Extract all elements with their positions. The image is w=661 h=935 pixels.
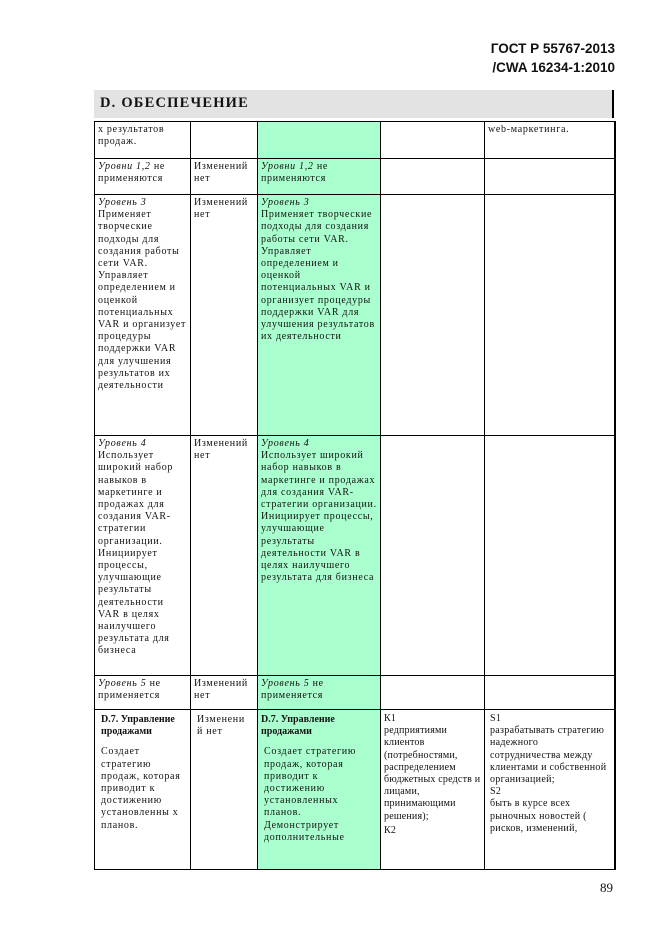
cell-text-content: web-маркетинга. <box>488 124 570 135</box>
cell-empty <box>485 195 615 436</box>
level-description: Использует широкий набор навыков в маркетинге и продажах для создания VAR-стратегии организации. Инициирует процессы, улучшающие результаты деятельности VAR в целях наилучшего результата для бизнеса <box>98 450 174 657</box>
page-number: 89 <box>600 880 613 895</box>
knowledge-code: К2 <box>384 824 397 836</box>
skill-code: S1 <box>490 713 502 724</box>
competence-description: Создает стратегию продаж, которая приводит к достижению установленных планов. Демонстрирует дополнительные <box>264 746 357 843</box>
competence-table <box>94 121 616 870</box>
table-row <box>95 195 615 436</box>
level-label: Уровни 1,2 <box>261 161 314 172</box>
level-description: Применяет творческие подходы для создания работы сети VAR. Управляет определением и оценкой потенциальных VAR и организует процедуры поддержки VAR для улучшения результатов их деятельности <box>261 209 375 343</box>
cell-text <box>485 122 615 159</box>
level-rest: не применяются <box>98 161 166 185</box>
cell-changes <box>191 710 258 870</box>
table-row <box>95 676 615 710</box>
competence-title: D.7. Управление продажами <box>101 714 175 738</box>
skill-text: разрабатывать стратегию надежного сотрудничества между клиентами и собственной организацией; <box>490 725 607 786</box>
cell-level-text-green <box>258 159 381 195</box>
section-title: D. ОБЕСПЕЧЕНИЕ <box>100 95 250 111</box>
table-row <box>95 122 615 159</box>
cell-empty <box>485 159 615 195</box>
skill-code: S2 <box>490 786 502 798</box>
level-description: Применяет творческие подходы для создания работы сети VAR. Управляет определением и оценкой потенциальных VAR и организует процедуры поддержки VAR для улучшения результатов их деятельности <box>98 209 187 392</box>
standard-number: ГОСТ Р 55767-2013 <box>490 41 615 56</box>
level-label: Уровень 4 <box>98 438 147 449</box>
cell-level-text-green <box>258 195 381 436</box>
changes-text: Изменений нет <box>194 678 248 702</box>
competence-title: D.7. Управление продажами <box>261 714 335 738</box>
level-label: Уровень 3 <box>261 197 310 208</box>
level-label: Уровень 5 <box>98 678 147 689</box>
cell-empty-green <box>258 122 381 159</box>
cell-empty <box>485 676 615 710</box>
level-label: Уровень 3 <box>98 197 147 208</box>
cell-level-text-green <box>258 436 381 676</box>
cell-level-text-green <box>258 676 381 710</box>
cell-empty <box>381 159 485 195</box>
cell-text <box>95 122 191 159</box>
cell-skills <box>485 710 615 870</box>
competence-description: Создает стратегию продаж, которая приводит к достижению установленны х планов. <box>101 746 181 831</box>
table-row <box>95 710 615 870</box>
cell-empty <box>381 436 485 676</box>
table-row <box>95 159 615 195</box>
skill-text: быть в курсе всех рыночных новостей ( рисков, изменений, <box>490 798 587 834</box>
table-row <box>95 436 615 676</box>
cell-changes <box>191 159 258 195</box>
cell-changes <box>191 676 258 710</box>
cell-competence <box>95 710 191 870</box>
knowledge-text: редприятиями клиентов (потребностями, распределением бюджетных средств и лицами, принимающими решения); <box>384 725 481 822</box>
cell-level-text <box>95 436 191 676</box>
level-label: Уровень 5 <box>261 678 310 689</box>
level-rest: не применяется <box>261 678 324 702</box>
cell-competence-green <box>258 710 381 870</box>
cell-changes <box>191 195 258 436</box>
level-description: Использует широкий набор навыков в маркетинге и продажах для создания VAR-стратегии организации. Инициирует процессы, улучшающие результаты деятельности VAR в целях наилучшего результата для бизнеса <box>261 450 377 584</box>
changes-text: Изменений нет <box>194 161 248 185</box>
changes-text: Изменений нет <box>194 197 248 221</box>
cell-empty <box>381 195 485 436</box>
changes-text: Изменени й нет <box>197 714 245 738</box>
cell-empty <box>381 122 485 159</box>
section-title-bar <box>94 90 614 118</box>
cell-empty <box>381 676 485 710</box>
cell-level-text <box>95 159 191 195</box>
cell-empty <box>191 122 258 159</box>
cell-level-text <box>95 195 191 436</box>
cell-knowledge <box>381 710 485 870</box>
document-header <box>491 39 615 77</box>
level-rest: не применяется <box>98 678 161 702</box>
cell-empty <box>485 436 615 676</box>
knowledge-code: К1 <box>384 713 397 724</box>
cell-changes <box>191 436 258 676</box>
cell-level-text <box>95 676 191 710</box>
level-label: Уровень 4 <box>261 438 310 449</box>
standard-cwa-number: /CWA 16234-1:2010 <box>492 60 615 75</box>
level-rest: не применяются <box>261 161 329 185</box>
level-label: Уровни 1,2 <box>98 161 151 172</box>
cell-text-content: х результатов продаж. <box>98 124 165 148</box>
changes-text: Изменений нет <box>194 438 248 462</box>
